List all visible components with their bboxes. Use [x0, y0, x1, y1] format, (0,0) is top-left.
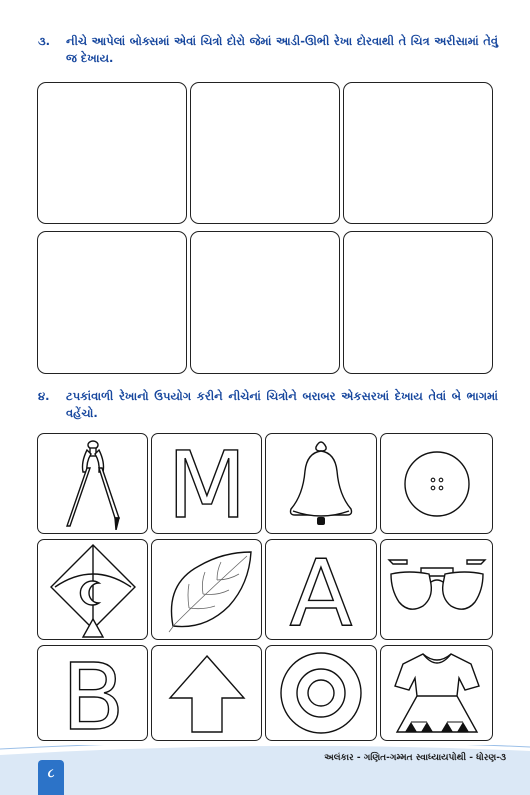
picture-rings[interactable] [265, 645, 377, 741]
letter-a-outline [271, 545, 371, 635]
arrow-up-icon [162, 650, 252, 736]
letter-m: M [166, 438, 247, 529]
drawing-box-6[interactable] [343, 231, 493, 374]
drawing-box-4[interactable] [37, 231, 187, 374]
picture-frock[interactable] [380, 645, 493, 741]
question-4-text: ટપકાંવાળી રેખાનો ઉપયોગ કરીને નીચેનાં ચિત્રોને બરાબર એકસરખાં દેખાય તેવાં બે ભાગમાં વહેંચો. [66, 389, 498, 420]
picture-leaf[interactable] [151, 539, 262, 640]
drawing-box-1[interactable] [37, 82, 187, 224]
picture-arrow[interactable] [151, 645, 262, 741]
picture-bell[interactable] [265, 433, 377, 534]
footer-text: અલંકાર - ગણિત-ગમ્મત સ્વાધ્યાયપોથી - ધોરણ-૩ [324, 753, 506, 763]
picture-letter-m[interactable] [151, 433, 262, 534]
sunglasses-icon [385, 550, 489, 630]
question-4 [38, 388, 498, 422]
picture-letter-b[interactable] [37, 645, 148, 741]
button-icon [397, 444, 477, 524]
page-number: ૮ [47, 766, 55, 780]
picture-kite[interactable] [37, 539, 148, 640]
concentric-rings-icon [276, 648, 366, 738]
drawing-box-2[interactable] [190, 82, 340, 224]
letter-b-outline [43, 649, 143, 737]
drawing-box-5[interactable] [190, 231, 340, 374]
compass-icon [53, 438, 133, 530]
kite-icon [43, 541, 143, 639]
question-4-number: ૪. [38, 389, 50, 403]
leaf-icon [159, 544, 255, 636]
question-3-text: નીચે આપેલાં બોક્સમાં એવાં ચિત્રો દોરો જેમાં આડી-ઊભી રેખા દોરવાથી તે ચિત્ર અરીસામાં તેવું જ દેખાય. [66, 34, 498, 65]
drawing-box-3[interactable] [343, 82, 493, 224]
letter-m-outline [157, 439, 257, 529]
frock-icon [387, 648, 487, 738]
letter-b: B [60, 649, 125, 737]
question-3 [38, 33, 498, 67]
page-number-tab [38, 760, 64, 795]
letter-a: A [289, 544, 353, 635]
picture-letter-a[interactable] [265, 539, 377, 640]
bell-icon [281, 437, 361, 531]
picture-compass[interactable] [37, 433, 148, 534]
question-3-number: ૩. [38, 34, 51, 48]
picture-button[interactable] [380, 433, 493, 534]
picture-sunglasses[interactable] [380, 539, 493, 640]
